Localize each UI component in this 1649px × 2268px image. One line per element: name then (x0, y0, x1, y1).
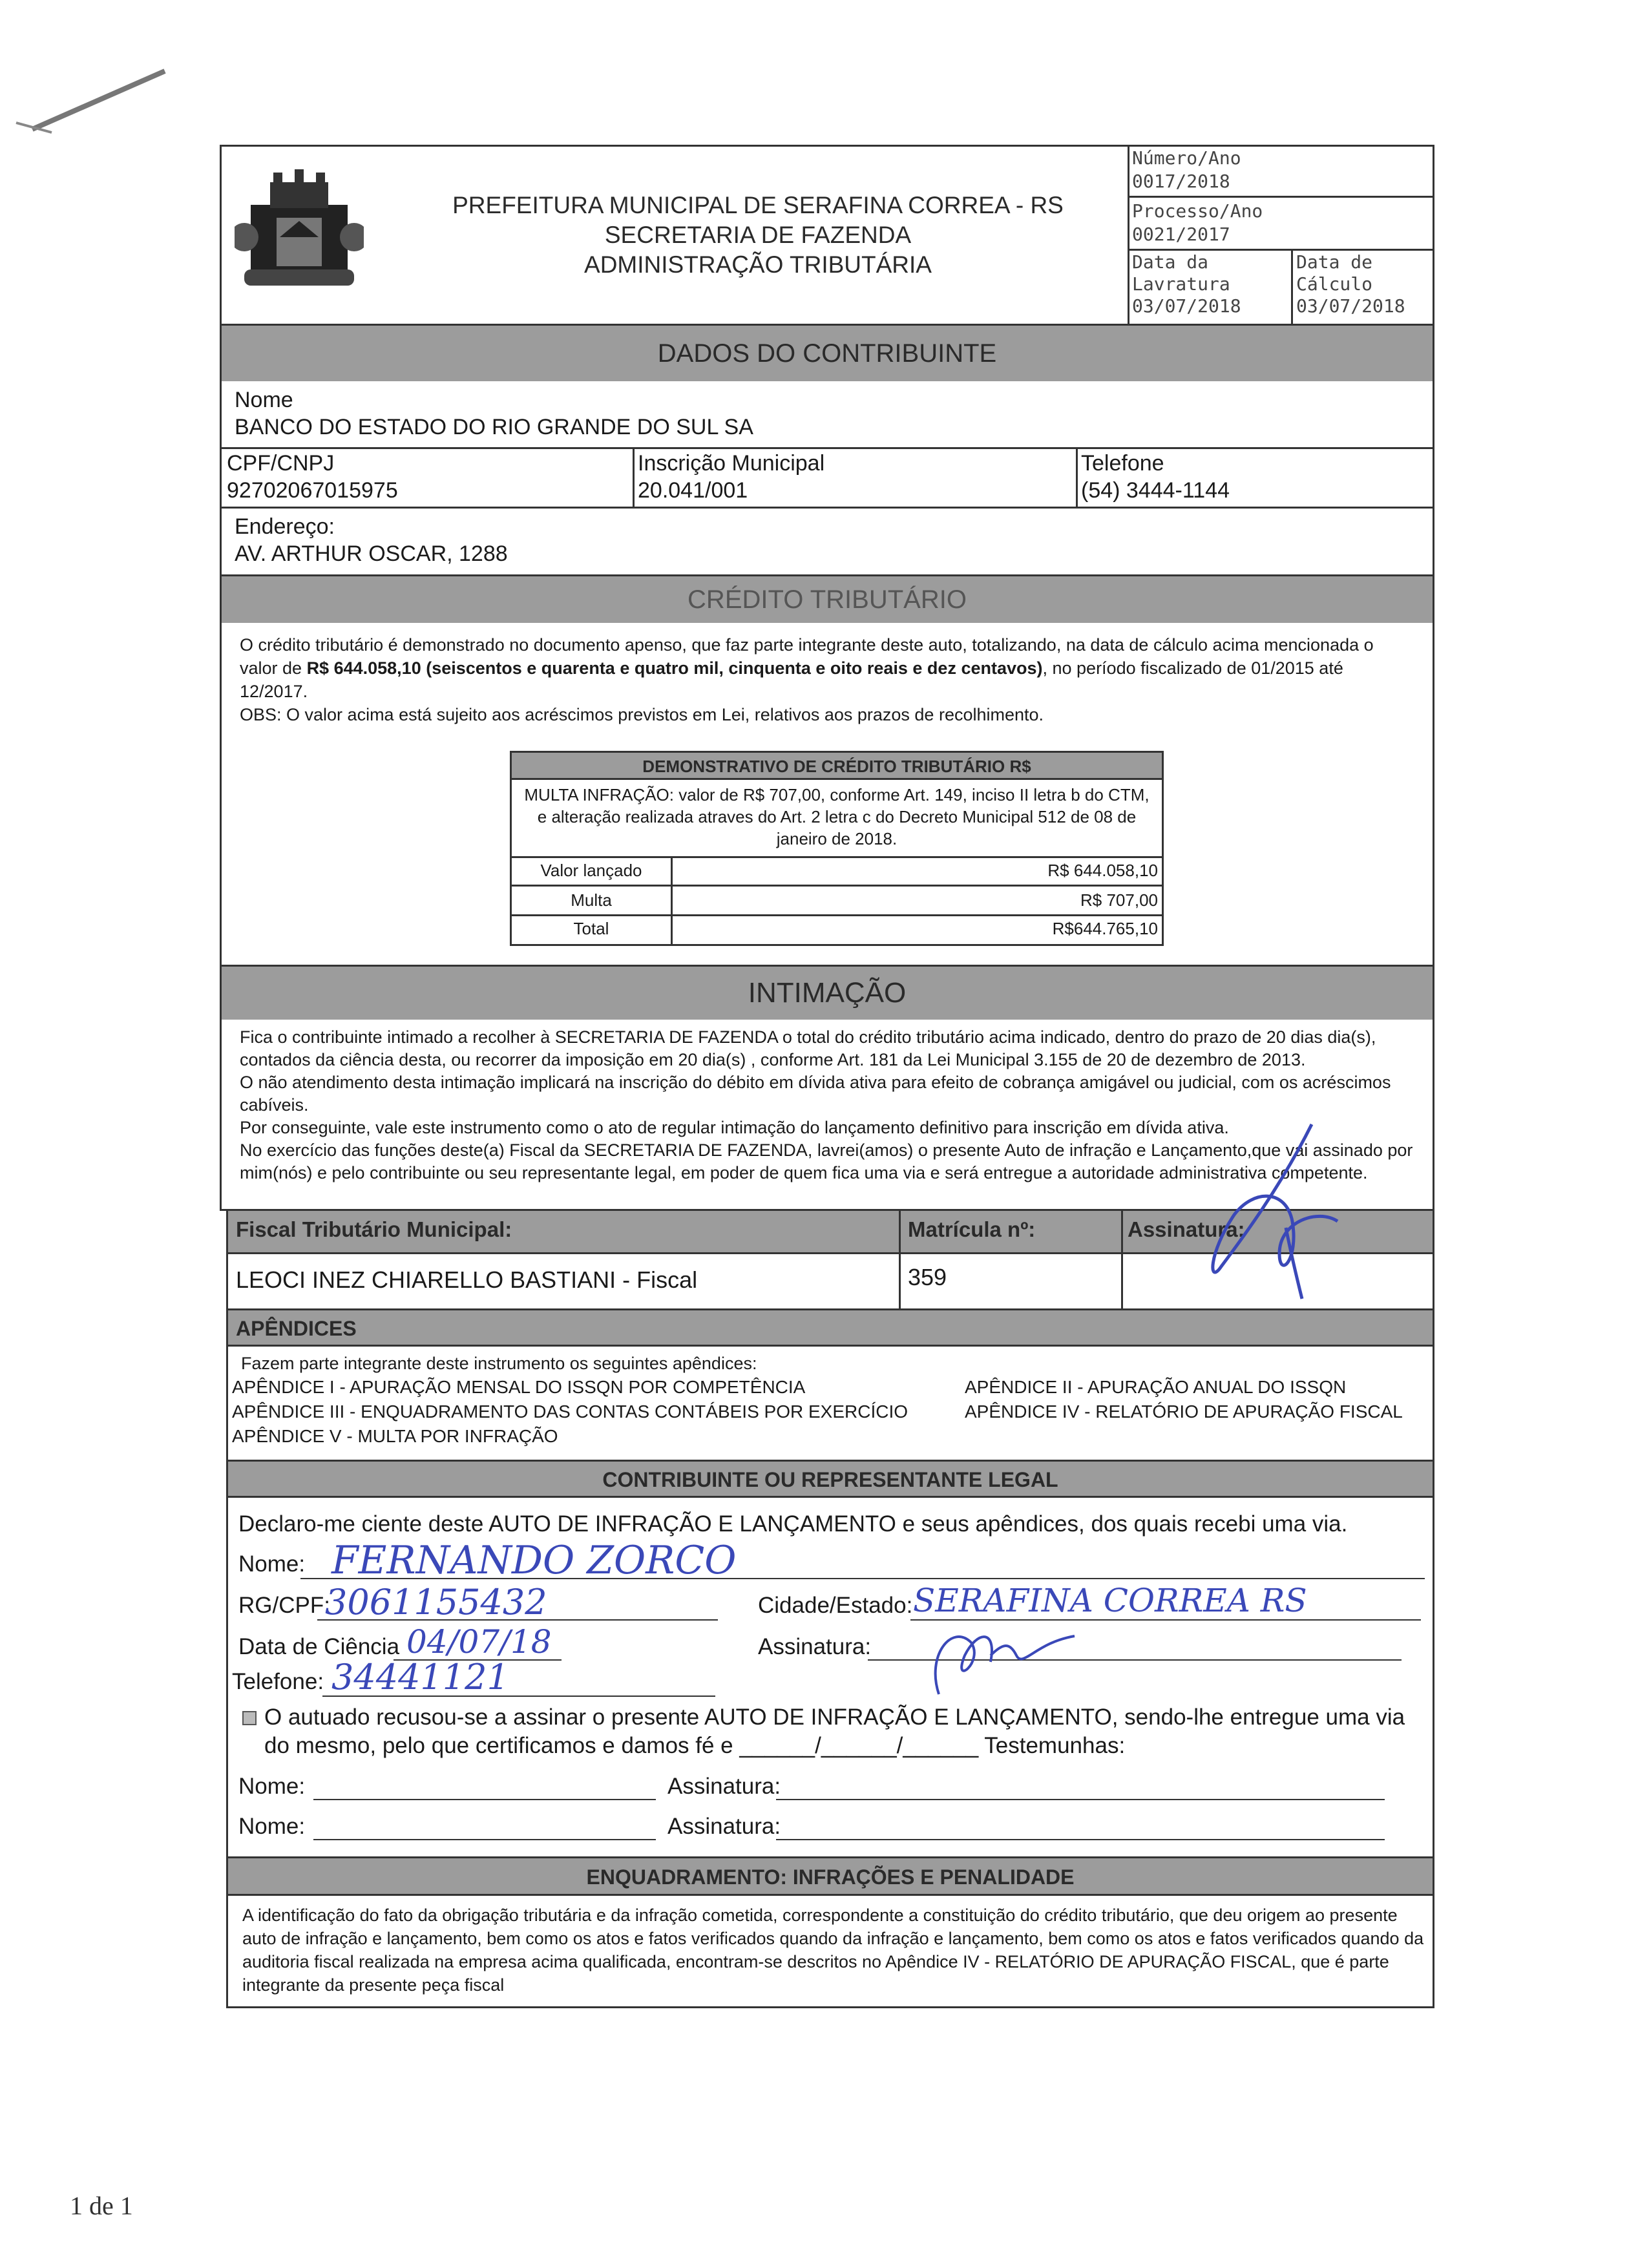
credito-text-bold: R$ 644.058,10 (seiscentos e quarenta e quatro mil, cinquenta e oito reais e dez centavos) (306, 658, 1043, 678)
rep-telefone-handwritten: 34441121 (331, 1657, 509, 1697)
apendices-title: APÊNDICES (228, 1310, 1433, 1347)
apendice-5: APÊNDICE V - MULTA POR INFRAÇÃO (232, 1426, 558, 1446)
calculo-label: Data de (1296, 251, 1373, 273)
recusou-checkbox[interactable] (242, 1711, 257, 1725)
fiscal-label: Fiscal Tributário Municipal: (236, 1217, 512, 1241)
intimacao-p4: No exercício das funções deste(a) Fiscal da SECRETARIA DE FAZENDA, lavrei(amos) o presente Auto de infração e Lançamento,que vai assinado por mim(nós) e pelo contribuinte ou seu representante legal, em poder de quem fica uma via e será entregue a autoridade administrativa competente. (240, 1140, 1413, 1182)
credito-obs: OBS: O valor acima está sujeito aos acréscimos previstos em Lei, relativos aos prazos de recolhimento. (240, 705, 1044, 724)
row-valor-label: Valor lançado (540, 861, 642, 880)
header-box (220, 145, 1434, 326)
testemunha2-nome-label: Nome: (238, 1814, 306, 1839)
fiscal-matricula: 359 (908, 1264, 947, 1290)
coat-of-arms-icon (235, 166, 364, 295)
enquadramento-box (226, 1858, 1434, 2008)
credito-box (220, 576, 1434, 967)
testemunha1-nome-label: Nome: (238, 1774, 306, 1799)
processo-value: 0021/2017 (1132, 224, 1230, 245)
calculo-label-2: Cálculo (1296, 273, 1373, 295)
endereco-value: AV. ARTHUR OSCAR, 1288 (235, 541, 508, 566)
enquadramento-title: ENQUADRAMENTO: INFRAÇÕES E PENALIDADE (228, 1858, 1433, 1896)
page-number: 1 de 1 (70, 2191, 133, 2220)
nome-value: BANCO DO ESTADO DO RIO GRANDE DO SUL SA (235, 415, 753, 439)
lavratura-label-2: Lavratura (1132, 273, 1230, 295)
testemunha2-assinatura-label: Assinatura: (667, 1814, 781, 1839)
demonstrativo-table (510, 751, 1164, 946)
credito-text-pre: O crédito tributário é demonstrado no documento apenso, que faz parte integrante deste auto, totalizando, na data de cálculo acima mencionada o valor de (240, 635, 1374, 678)
rep-data-handwritten: 04/07/18 (406, 1623, 552, 1661)
apendice-1: APÊNDICE I - APURAÇÃO MENSAL DO ISSQN POR COMPETÊNCIA (232, 1377, 806, 1397)
rep-rg-handwritten: 3061155432 (325, 1582, 547, 1622)
apendices-box (226, 1310, 1434, 1462)
process-info (1128, 147, 1433, 324)
apendices-intro: Fazem parte integrante deste instrumento os seguintes apêndices: (241, 1354, 757, 1373)
representante-box (226, 1462, 1434, 1858)
inscricao-value: 20.041/001 (638, 478, 748, 503)
apendice-4: APÊNDICE IV - RELATÓRIO DE APURAÇÃO FISCAL (965, 1402, 1403, 1422)
telefone-label: Telefone (1081, 451, 1164, 476)
intimacao-p1: Fica o contribuinte intimado a recolher à SECRETARIA DE FAZENDA o total do crédito tributário acima indicado, dentro do prazo de 20 dias dia(s), contados da ciência desta, ou recorrer da imposição em 20 dia(s) , conforme Art. 181 da Lei Municipal 3.155 de 20 de dezembro de 2013. (240, 1027, 1376, 1069)
rep-cidade-handwritten: SERAFINA CORREA RS (913, 1582, 1307, 1619)
row-total-label: Total (573, 919, 609, 938)
staple-mark (13, 58, 181, 142)
lavratura-value: 03/07/2018 (1132, 295, 1241, 317)
recusou-text: O autuado recusou-se a assinar o presente AUTO DE INFRAÇÃO E LANÇAMENTO, sendo-lhe entregue uma via do mesmo, pelo que certificamos e damos fé e ______/______/______ Testemunhas: (264, 1705, 1405, 1758)
rep-cidade-label: Cidade/Estado: (758, 1593, 913, 1618)
credito-text-post: , no período fiscalizado de 01/2015 até 12/2017. (240, 658, 1343, 701)
rep-assinatura-label: Assinatura: (758, 1634, 872, 1659)
rep-nome-label: Nome: (238, 1551, 306, 1577)
assinatura-label: Assinatura: (1128, 1217, 1245, 1241)
matricula-label: Matrícula nº: (908, 1217, 1036, 1241)
row-multa-value: R$ 707,00 (1080, 890, 1158, 910)
demonstrativo-title: DEMONSTRATIVO DE CRÉDITO TRIBUTÁRIO R$ (512, 753, 1162, 780)
fiscal-signature (1182, 1111, 1376, 1305)
rep-signature (913, 1617, 1081, 1701)
rep-rg-label: RG/CPF: (238, 1593, 330, 1618)
apendice-2: APÊNDICE II - APURAÇÃO ANUAL DO ISSQN (965, 1377, 1347, 1397)
row-multa-label: Multa (571, 890, 612, 910)
contribuinte-title: DADOS DO CONTRIBUINTE (222, 326, 1433, 381)
fiscal-name: LEOCI INEZ CHIARELLO BASTIANI - Fiscal (236, 1266, 698, 1293)
row-valor-value: R$ 644.058,10 (1047, 861, 1158, 880)
endereco-label: Endereço: (235, 514, 335, 539)
rep-nome-handwritten: FERNANDO ZORCO (331, 1538, 737, 1583)
numero-label: Número/Ano (1132, 147, 1241, 169)
testemunha1-assinatura-label: Assinatura: (667, 1774, 781, 1799)
enquadramento-text: A identificação do fato da obrigação tributária e da infração cometida, correspondente a constituição do crédito tributário, que deu origem ao presente auto de infração e lançamento, bem como os atos e fatos verificados quando da infração e lançamento, bem como os atos e fatos verificados quando da auditoria fiscal realizada na empresa acima qualificada, encontram-se descritos no Apêndice IV - RELATÓRIO DE APURAÇÃO FISCAL, que é parte integrante da presente peça fiscal (242, 1906, 1424, 1995)
intimacao-p2: O não atendimento desta intimação implicará na inscrição do débito em dívida ativa para efeito de cobrança amigável ou judicial, com os acréscimos cabíveis. (240, 1073, 1391, 1115)
representante-title: CONTRIBUINTE OU REPRESENTANTE LEGAL (228, 1462, 1433, 1498)
credito-title: CRÉDITO TRIBUTÁRIO (222, 576, 1433, 623)
apendice-3: APÊNDICE III - ENQUADRAMENTO DAS CONTAS CONTÁBEIS POR EXERCÍCIO (232, 1402, 909, 1422)
intimacao-title: INTIMAÇÃO (222, 967, 1433, 1020)
rep-data-label: Data de Ciência (238, 1634, 400, 1659)
inscricao-label: Inscrição Municipal (638, 451, 825, 476)
multa-desc: MULTA INFRAÇÃO: valor de R$ 707,00, conforme Art. 149, inciso II letra b do CTM, e alteração realizada atraves do Art. 2 letra c do Decreto Municipal 512 de 08 de janeiro de 2018. (524, 785, 1150, 848)
cpf-value: 92702067015975 (227, 478, 398, 503)
numero-value: 0017/2018 (1132, 171, 1230, 192)
row-total-value: R$644.765,10 (1052, 919, 1158, 938)
telefone-value: (54) 3444-1144 (1081, 478, 1230, 503)
contribuinte-box (220, 326, 1434, 576)
nome-label: Nome (235, 388, 293, 412)
intimacao-p3: Por conseguinte, vale este instrumento como o ato de regular intimação do lançamento definitivo para inscrição em dívida ativa. (240, 1118, 1229, 1137)
calculo-value: 03/07/2018 (1296, 295, 1405, 317)
cpf-label: CPF/CNPJ (227, 451, 335, 476)
header-line3: ADMINISTRAÇÃO TRIBUTÁRIA (584, 251, 932, 278)
processo-label: Processo/Ano (1132, 200, 1263, 222)
rep-telefone-label: Telefone: (232, 1669, 324, 1694)
lavratura-label: Data da (1132, 251, 1209, 273)
declaro-text: Declaro-me ciente deste AUTO DE INFRAÇÃO E LANÇAMENTO e seus apêndices, dos quais recebi uma via. (238, 1511, 1348, 1537)
header-line2: SECRETARIA DE FAZENDA (604, 222, 912, 248)
header-line1: PREFEITURA MUNICIPAL DE SERAFINA CORREA - RS (452, 192, 1064, 218)
